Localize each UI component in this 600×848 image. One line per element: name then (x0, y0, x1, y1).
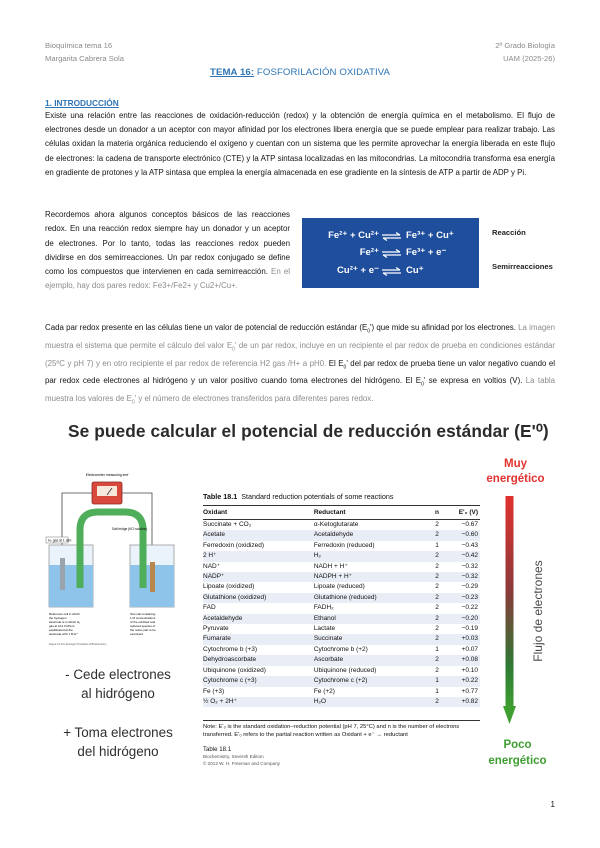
header-right (495, 39, 555, 65)
cell-oxidant: Succinate + CO₂ (203, 521, 252, 528)
cell-e0: −0.29 (461, 583, 478, 591)
cell-oxidant: Cytochrome c (+3) (203, 676, 314, 686)
title-prefix: TEMA 16: (210, 67, 255, 78)
cell-reductant: Ascorbate (314, 655, 424, 665)
cell-oxidant: NAD⁺ (203, 562, 221, 570)
col-reductant: Reductant (314, 506, 424, 520)
cell-reductant: Lactate (313, 625, 336, 633)
cell-n: 2 (435, 583, 439, 591)
intro-paragraph: Existe una relación entre las reacciones de oxidación-reducción (redox) y la obtención de energía química en el metabolismo. El flujo de electrones desde un donador a un aceptor con mayor afinidad por los electrones libera energía que se puede emplear para realizar trabajo. Las células oxidan la materia orgánica reduciendo el oxígeno y cuentan con un sistema que les permite aprovechar la energía liberada en este flujo de electrones: la cadena de transporte electrónico (CTE) y la ATP sintasa localizadas en las mitocondrias. La mitocondria transforma esa energía en gradiente de protones y la ATP sintasa que emplea la energía almacenada en ese gradiente en la síntesis de ATP a partir de ADP y Pi. (45, 111, 555, 177)
table-ref-publisher: © 2012 W. H. Freeman and Company (203, 761, 280, 766)
table-caption-number: Table 18.1 (203, 492, 238, 501)
table-row (203, 551, 480, 561)
table-row (203, 582, 480, 592)
cell-e0: −0.67 (461, 521, 478, 528)
col-e0: E'₀ (V) (450, 506, 480, 520)
table-row (203, 614, 480, 624)
cell-e0: +0.22 (450, 676, 480, 686)
col-n: n (424, 506, 450, 520)
p3-a-end: ') que mide su afinidad por los electrones. (370, 323, 516, 332)
figure-reference: Figure 13-24 Lehninger Principles of Biochemistry (49, 643, 107, 646)
section-heading: 1. INTRODUCCIÓN (45, 98, 119, 108)
cell-e0: −0.22 (461, 604, 478, 612)
cell-n: 2 (424, 572, 450, 582)
redox-equations-box (302, 218, 479, 288)
label-very-energetic (478, 457, 553, 487)
redox-paragraph (45, 208, 290, 294)
cell-reductant: Fe (+2) (313, 687, 335, 695)
page-title (0, 67, 600, 78)
eq2-left: Fe²⁺ (359, 247, 379, 258)
cell-n: 2 (424, 655, 450, 665)
p3-b-end: ' del par redox de prueba tiene un valor negativo cuando el par redox cede electrones al hidrógeno y un valor positivo cuando toma electrones del hidrógeno. El E (45, 358, 555, 386)
table-note: Note: E'₀ is the standard oxidation–reduction potential (pH 7, 25°C) and n is the number of electrons transferred. E'₀ refers to the partial reaction written as Oxidant + e⁻ → reductant (203, 720, 480, 739)
title-rest: FOSFORILACIÓN OXIDATIVA (254, 67, 390, 78)
electron-flow-arrow (503, 496, 516, 724)
cell-reductant: Acetaldehyde (314, 530, 424, 540)
p3-grey1: La imagen muestra el sistema que permite el cálculo del valor E (45, 323, 556, 350)
cell-reductant: H₂ (314, 551, 424, 561)
cell-e0: −0.32 (450, 572, 480, 582)
cell-e0: −0.23 (450, 593, 480, 603)
eq2-right: Fe³⁺ + e⁻ (406, 247, 447, 258)
cell-e0: +0.77 (461, 687, 478, 695)
cell-oxidant: FAD (203, 604, 216, 612)
table-row (203, 562, 480, 572)
cell-e0: −0.43 (461, 541, 478, 549)
cell-reductant: NADPH + H⁺ (314, 572, 424, 582)
cell-reductant: Ethanol (314, 614, 424, 624)
electron-flow-label: Flujo de electrones (531, 560, 545, 662)
p3-b: El E (326, 358, 344, 368)
p3-a: Cada par redox presente en las células tiene un valor de potencial de reducción estándar (E (45, 323, 368, 332)
table-row (203, 645, 480, 655)
muy-l2: energético (486, 473, 545, 485)
eq1-left: Fe²⁺ + Cu²⁺ (328, 230, 379, 241)
cell-e0: −0.60 (450, 530, 480, 540)
cell-reductant: Cytochrome c (+2) (314, 676, 424, 686)
header-subject: Bioquímica tema 16 (45, 41, 113, 50)
cell-e0: +0.10 (461, 666, 478, 674)
cell-n: 1 (424, 676, 450, 686)
poco-l2: energético (488, 755, 547, 767)
test-cell-label: Test cell containing 1 M concentrations of the oxidized and reduced species of the redox pair to be examined (130, 612, 156, 636)
header-left (45, 39, 124, 65)
eq3-left: Cu²⁺ + e⁻ (337, 265, 379, 276)
cell-e0: −0.20 (450, 614, 480, 624)
equilibrium-arrow-icon (381, 249, 402, 258)
header-year: UAM (2025-26) (503, 54, 555, 63)
cell-reductant: Glutathione (reduced) (314, 593, 424, 603)
note-takes-l1: + Toma electrones (63, 725, 173, 740)
eq3-right: Cu⁺ (406, 265, 424, 276)
p3-b-sub: 0 (343, 364, 347, 371)
cell-oxidant: Ubiquinone (oxidized) (203, 666, 266, 674)
cell-n: 2 (424, 697, 450, 707)
header-author: Margarita Cabrera Sola (45, 54, 124, 63)
cell-oxidant: Acetaldehyde (203, 614, 314, 624)
cell-n: 2 (424, 593, 450, 603)
table-row (203, 624, 480, 634)
figure-title: Se puede calcular el potencial de reducción estándar (E'⁰) (68, 421, 549, 441)
table-caption-text: Standard reduction potentials of some reactions (241, 492, 394, 501)
col-oxidant: Oxidant (203, 506, 314, 520)
cell-n: 1 (435, 541, 439, 549)
h2-label: H₂ gas at 1 atm (48, 538, 72, 543)
p3-grey2-sub: 0 (131, 399, 135, 406)
note-gives-l1: - Cede electrones (65, 667, 171, 682)
cell-oxidant: Dehydroascorbate (203, 655, 314, 665)
cell-oxidant: Glutathione (oxidized) (203, 593, 314, 603)
page-number: 1 (550, 800, 555, 809)
cell-reductant: α-Ketoglutarate (313, 521, 359, 528)
cell-n: 1 (435, 687, 439, 695)
cell-reductant: FADH₂ (313, 604, 334, 612)
table-row (203, 634, 480, 644)
cell-n: 2 (424, 530, 450, 540)
poco-l1: Poco (503, 739, 532, 751)
semireaction-copper (302, 264, 479, 278)
cell-oxidant: Fe (+3) (203, 687, 225, 695)
note-takes-l2: del hidrógeno (77, 744, 159, 759)
cell-n: 1 (435, 645, 439, 653)
note-gives-electrons (44, 665, 192, 703)
table-row (203, 666, 480, 676)
salt-bridge-label: Salt bridge (KCl solution) (112, 527, 148, 531)
label-little-energetic (480, 737, 555, 769)
table-row (203, 530, 480, 540)
cell-n: 2 (435, 666, 439, 674)
cell-oxidant: Ferredoxin (oxidized) (203, 541, 265, 549)
table-header-row (203, 506, 480, 520)
header-course: 2º Grado Biología (495, 41, 555, 50)
table-row (203, 687, 480, 697)
cell-reductant: Succinate (314, 634, 424, 644)
cell-oxidant: Cytochrome b (+3) (203, 645, 258, 653)
cell-e0: +0.03 (450, 634, 480, 644)
cell-oxidant: Acetate (203, 530, 314, 540)
p3-b-end2: ' se expresa en voltios (V). (423, 376, 523, 386)
electrochemical-cell-diagram (44, 470, 179, 655)
table-ref-title: Table 18.1 (203, 746, 232, 753)
muy-l1: Muy (504, 458, 527, 470)
cell-e0: +0.08 (450, 655, 480, 665)
table-reference (203, 746, 280, 767)
reaction-equation (302, 229, 479, 243)
cell-reductant: Ubiquinone (reduced) (313, 666, 377, 674)
reduction-potentials-table (203, 505, 480, 707)
cell-n: 2 (424, 614, 450, 624)
cell-n: 2 (424, 634, 450, 644)
cell-e0: −0.19 (461, 625, 478, 633)
cell-n: 2 (435, 604, 439, 612)
cell-oxidant: Pyruvate (203, 625, 229, 633)
note-gives-l2: al hidrógeno (81, 686, 155, 701)
cell-oxidant: 2 H⁺ (203, 551, 314, 561)
table-row (203, 676, 480, 686)
p3-a-sub: 0 (367, 328, 370, 335)
table-row (203, 541, 480, 551)
table-row (203, 603, 480, 613)
label-reaction: Reacción (492, 228, 526, 237)
p3-b-sub2: 0 (421, 381, 424, 388)
table-ref-book: Biochemistry, Seventh Edition (203, 754, 264, 759)
cell-reductant: NADH + H⁺ (313, 562, 348, 570)
p3-grey1-sub: 0 (232, 346, 235, 353)
table-row (203, 655, 480, 665)
cell-reductant: H₂O (314, 697, 424, 707)
p3-grey2-end: ' y el número de electrones transferidos para diferentes pares redox. (134, 394, 374, 404)
semireaction-iron (302, 246, 479, 260)
table-row (203, 593, 480, 603)
cell-n: 2 (435, 562, 439, 570)
cell-oxidant: Lipoate (oxidized) (203, 583, 255, 591)
meter-label: Electrometer measuring emf (85, 473, 129, 477)
note-takes-electrons (44, 723, 192, 761)
equilibrium-arrow-icon (381, 267, 402, 276)
cell-reductant: Ferredoxin (reduced) (313, 541, 375, 549)
cell-oxidant: ½ O₂ + 2H⁺ (203, 697, 314, 707)
cell-e0: −0.32 (461, 562, 478, 570)
eq1-right: Fe³⁺ + Cu⁺ (406, 230, 454, 241)
label-semireactions: Semirreacciones (492, 262, 553, 271)
cell-n: 2 (435, 625, 439, 633)
cell-oxidant: Fumarate (203, 634, 314, 644)
cell-n: 2 (435, 521, 439, 528)
table-row (203, 697, 480, 707)
cell-oxidant: NADP⁺ (203, 572, 314, 582)
redox-paragraph-example: En el ejemplo, hay dos pares redox: Fe3+/Fe2+ y Cu2+/Cu+. (45, 267, 290, 291)
equilibrium-arrow-icon (381, 232, 402, 241)
cell-e0: +0.82 (450, 697, 480, 707)
ref-cell-label: Reference cell in which the hydrogen electrode is in which H₂ gas at 101.3 kPa is equilibrated at the electrode with 1 M H⁺ (49, 612, 81, 636)
cell-reductant: Lipoate (reduced) (313, 583, 365, 591)
cell-n: 2 (424, 551, 450, 561)
cell-reductant: Cytochrome b (+2) (313, 645, 368, 653)
cell-e0: −0.42 (450, 551, 480, 561)
table-row (203, 572, 480, 582)
redox-paragraph-text: Recordemos ahora algunos conceptos básicos de las reacciones redox. En una reacción redox siempre hay un donador y un aceptor de electrones. Por lo tanto, todas las reacciones redox pueden dividirse en dos semirreacciones. Un par redox conjugado se define como los compuestos que intervienen en cada semirreacción. (45, 210, 290, 277)
table-row (203, 520, 480, 531)
potential-paragraph (45, 321, 555, 410)
cell-e0: +0.07 (461, 645, 478, 653)
table-caption (203, 492, 393, 501)
p3-grey2: La tabla muestra los valores de E (45, 376, 556, 404)
p3-grey1-end: ' de un par redox, incluye en un recipiente el par redox de prueba en condiciones estándar (25ºC y pH 7) y en otro recipiente el par redox de referencia H2 gas /H+ a pH0. (45, 340, 555, 368)
